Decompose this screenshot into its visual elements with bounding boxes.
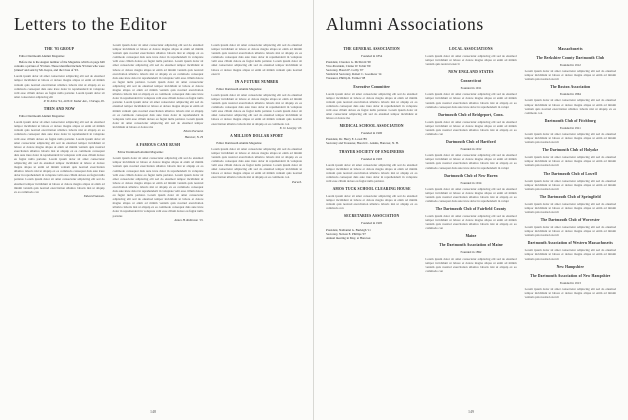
section-heading: Dartmouth Club of Bridgeport, Conn. <box>438 112 504 117</box>
section-heading: Dartmouth Club of New Haven <box>444 173 498 178</box>
section-heading: Executive Committee <box>353 84 390 89</box>
section-heading: A FAMOUS CANE RUSH <box>135 143 181 148</box>
associations-column-1 <box>326 43 417 299</box>
founded-line: Founded in 1905 <box>361 221 383 226</box>
section-heading: Massachusetts <box>557 47 583 51</box>
paragraph: Editor Dartmouth Alumni Magazine: <box>19 114 65 119</box>
associations-column-2 <box>425 43 516 299</box>
body-text: Lorem ipsum dolor sit amet consectetur adipiscing elit sed do eiusmod tempor incididunt ut labore et dolore magna aliqua ut enim ad minim veniam quis nostrud exercitation ullamco laboris nisi ut aliquip ex ea commodo con <box>524 98 616 115</box>
section-heading: THEN AND NOW <box>43 107 75 112</box>
body-text: Lorem ipsum dolor sit amet consectetur adipiscing elit sed do eiusmod tempor incididunt ut labore et dolore magna aliqua ut enim ad minim veniam quis nostrud exercitation ullamco laboris nisi ut aliquip ex ea commodo consequat duis aute irure dolor in reprehenderit in voluptate velit esse cillum dolore eu fugiat nulla pariatur. Lorem ipsum dolor sit amet consectetur adipiscing elit sed do eiusmod tempor incididunt ut labore et dolore magna aliqua ut enim ad minim veniam quis nostrud exercit <box>211 43 303 76</box>
body-text: Lorem ipsum dolor sit amet consectetur adipiscing elit sed do eiusmod tempor incididunt ut labore et dolore magna aliqua ut enim ad minim veniam quis nostrud exercitation ullamco laboris nisi ut aliquip ex ea commodo consequat duis aute irure dolor in reprehenderit in voluptate velit esse cillum dolore eu fugiat nulla pariatur. Lorem ipsum dolor sit amet consectetur adipiscing elit sed do eiusmod tempor incididunt ut labore et dolore magna aliqua ut enim ad minim veniam quis nostrud exercitation ullamco laboris nisi ut aliquip ex ea commodo con <box>211 92 303 126</box>
body-text: Lorem ipsum dolor sit amet consectetur adipiscing elit sed do eiusmod tempor incididunt ut labore et dolore magna aliqua ut enim ad minim veniam quis nostrud exercitation ullamco laboris nisi ut aliquip ex ea commodo consequat duis aute irure dolor in reprehenderit in voluptate velit esse cillum dolore eu fugiat nulla pariatur. Lorem ipsum dolor sit amet consectetur adipiscing elit sed do eiusmod tempor incididunt ut labore et dolore magna aliqua ut enim ad minim veniam quis nostrud exercitation ullamco laboris nisi ut aliquip ex ea commodo consequat duis aute irure dolor in reprehenderit in voluptate velit esse cillum dolore eu fugiat nulla pariatur. Lorem ipsum dolor sit amet consectetur adipiscing elit sed do eiusmod tempor incididunt ut labore et dolore magna aliqua ut enim ad minim veniam quis nostrud exercitation ullamco laboris nisi ut aliquip ex ea commodo consequat duis aute irure dolor in reprehenderit in voluptate velit esse cillum dolore eu fugiat nulla pariatur. <box>112 156 204 218</box>
officer-line: President, Clarence G. McDavitt '00 <box>326 60 371 65</box>
section-heading: The Berkshire County Dartmouth Club <box>536 56 605 60</box>
section-heading: Dartmouth Club of Hartford <box>446 140 496 145</box>
section-heading: The Dartmouth Association of New Hampshire <box>530 273 611 278</box>
body-text: Lorem ipsum dolor sit amet consectetur adipiscing elit sed do eiusmod tempor incididunt ut labore et dolore magna aliqua ut enim ad minim veniam quis nostrud exercit <box>524 131 616 145</box>
founded-line: Founded in 1912 <box>460 147 482 152</box>
signature: Paruch. <box>292 179 303 184</box>
body-text: Lorem ipsum dolor sit amet consectetur adipiscing elit sed do eiusmod tempor incididunt ut labore et dolore magna aliqua ut enim ad minim veniam quis nostrud exercitation ullamco laboris nisi ut aliquip ex ea commodo con <box>425 256 517 273</box>
right-page-columns <box>326 43 616 299</box>
section-heading: MEDICAL SCHOOL ASSOCIATION <box>339 124 404 129</box>
letters-column-2 <box>113 43 204 224</box>
body-text: Lorem ipsum dolor sit amet consectetur adipiscing elit sed do eiusmod tempor incididunt ut labore et dolore magna aliqua ut enim ad minim veniam quis nostrud exercitation ullamco laboris nisi ut aliquip ex ea commodo consequat duis aute irure dolor in reprehenderit in voluptate velit esse cillum dolore eu fugiat nulla pariatur. Lorem ipsum dolor sit amet consectetur adipiscing elit sed do eiusmod tempor incididunt ut labore et dolore magna aliqua ut enim ad minim veniam quis nostrud exercitation ullamco laboris nisi ut aliquip ex ea commodo consequat duis aute irure dolor in reprehenderit in voluptate velit esse cillum dolore eu fugiat nulla pariatur. Lorem ipsum dolor sit amet consectetur adipiscing elit sed do eiusmod tempor incididunt ut labore et dolore magna aliqua ut enim ad minim veniam quis nostrud exercitation ullamco laboris nisi ut aliquip ex ea commodo consequat duis aute irure dolor in reprehenderit in voluptate velit esse cillum dolore eu fugiat nulla pariatur. Lorem ipsum dolor sit amet consectetur adipiscing elit sed do eiusmod tempor incididunt ut labore et dolore magna aliqua ut enim ad minim veniam quis nostrud exercitation ullamco laboris nisi ut aliquip ex ea commodo con <box>14 120 105 194</box>
page-title-alumni: Alumni Associations <box>326 14 484 34</box>
section-heading: NEW ENGLAND STATES <box>448 70 494 75</box>
founded-line: Founded in 1911 <box>460 86 482 91</box>
body-text: Lorem ipsum dolor sit amet consectetur adipiscing elit sed do eiusmod tempor incididunt ut labore et dolore magna aliqua ut enim ad minim veniam quis nostrud exercitation ullamco laboris nisi ut aliquip ex ea commodo consequat duis aute irure dolor in reprehenderit in volupt <box>425 186 517 203</box>
section-heading: The Dartmouth Club of Fairfield County <box>435 207 507 212</box>
body-text: Lorem ipsum dolor sit amet consectetur adipiscing elit sed do eiusmod tempor incididunt ut labore et dolore magna aliqua ut enim ad minim veniam quis nostrud exercitation ullamco laboris nisi ut aliquip ex ea commodo consequat duis aute irure dolor in reprehenderit in voluptate velit esse cillum dolore eu fugiat nulla pariatur. Lorem ipsum dolor sit amet consectetur adipiscing elit <box>14 74 105 99</box>
body-text: Lorem ipsum dolor sit amet consectetur adipiscing elit sed do eiusmod tempor incididunt ut labore et dolore magna aliqua ut enim ad minim veniam quis nostrud exercitation ullamco laboris nisi ut aliquip ex ea commodo consequat duis aute irure dolor in reprehenderit in voluptate velit esse cillum dolore eu fugiat nulla pariatur. <box>326 162 418 183</box>
founded-line: Founded in 1903 <box>361 156 383 161</box>
signature: E. O. Lovejoy '10. <box>279 125 303 130</box>
founded-line: Founded in 1864 <box>559 92 581 97</box>
letters-column-3 <box>211 43 302 224</box>
body-text: Lorem ipsum dolor sit amet consectetur adipiscing elit sed do eiusmod tempor incididunt ut labore et dolore magna aliqua ut enim ad minim veniam quis nostrud exercit <box>524 286 616 299</box>
founded-line: Founded in 1900 <box>361 131 383 136</box>
officer-line: President, Dr. Harry E. Lowd '89 <box>326 137 367 142</box>
signature: P. W. Kline '94, 4106 N. Kedar Ave., Chicago, Ill. <box>43 98 105 103</box>
body-text: Lorem ipsum dolor sit amet consectetur adipiscing elit sed do eiusmod tempor incididunt ut labore et dolore magna aliqua ut enim ad minim veniam quis nostrud exercitation ullamco laboris nisi ut aliquip ex ea commodo con <box>425 214 517 231</box>
section-heading: The Dartmouth Association of Maine <box>439 243 503 248</box>
section-heading: Dartmouth Association of Western Massachusetts <box>527 241 613 246</box>
body-text: Lorem ipsum dolor sit amet consectetur adipiscing elit sed do eiusmod tempor incididunt ut labore et dolore magna aliqua ut enim ad minim veniam quis nostrud exercitation ullamco laboris nisi ut aliquip ex ea commodo con <box>326 194 418 211</box>
officer-line: Vice-President, Clarke W. Tobin '09 <box>326 64 371 69</box>
section-heading: THAYER SOCIETY OF ENGINEERS <box>339 149 405 154</box>
founded-line: Founded in 1913 <box>559 280 581 285</box>
officer-line: President, Nathaniel G. Burleigh '11 <box>326 227 371 232</box>
section-heading: Dartmouth Club of Fitchburg <box>544 118 596 123</box>
section-heading: The Dartmouth Club of Worcester <box>540 218 600 223</box>
body-text: Lorem ipsum dolor sit amet consectetur adipiscing elit sed do eiusmod tempor incididunt ut labore et dolore magna aliqua ut enim ad minim veniam quis nostrud exercit <box>524 201 616 214</box>
page-number: 148 <box>150 409 156 414</box>
section-heading: Connecticut <box>460 79 482 84</box>
right-page <box>314 0 628 420</box>
body-text: Lorem ipsum dolor sit amet consectetur adipiscing elit sed do eiusmod tempor incididunt ut labore et dolore magna aliqua ut enim ad minim veniam quis nostrud exercitation ullamco laboris nisi ut aliquip ex ea commodo con <box>425 119 517 137</box>
body-text: Lorem ipsum dolor sit amet consectetur adipiscing elit sed do eiusmod tempor incididunt ut labore et dolore magna aliqua ut enim ad minim veniam quis nostrud exercit <box>524 248 616 261</box>
letters-column-1 <box>14 43 105 224</box>
founded-line: Founded in 1892 <box>460 250 482 255</box>
body-text: Lorem ipsum dolor sit amet consectetur adipiscing elit sed do eiusmod tempor incididunt ut labore et dolore magna aliqua ut enim ad minim veniam quis nostrud exercitation ullamco laboris nisi ut aliquip ex ea commodo consequat duis aute irure dolor in reprehenderit in voluptate velit esse cillum dolore eu fugiat nulla pariatur. Lorem ipsum dolor sit amet consectetur adipiscing elit sed do eiusmod tempor incididunt ut labore et dolore ma <box>326 91 418 121</box>
paragraph: Before me is the August number of the Magazine which on page 649 contains a picture of '93 men. Those identified include '93 men who were 'pinned' and sent by Mr. Keyes, and the Class of '93. <box>14 60 105 73</box>
body-text: Lorem ipsum dolor sit amet consectetur adipiscing elit sed do eiusmod tempor incididunt ut labore et dolore magna aliqua ut enim ad minim veniam quis nostrud exercitation ullamco laboris nisi ut aliquip ex ea commodo consequat duis aute irure dolor in reprehenderit in voluptate velit esse cillum dolore eu fugiat nulla pariatur. Lorem ipsum dolor sit amet consectetur adipiscing elit sed do eiusmod tempor incididunt ut labore et dolore magna aliqua ut enim ad minim veniam quis nostrud exercitation ullamco laboris nisi ut aliquip ex ea commodo con <box>211 146 303 180</box>
officer-line: Treasurer, Phillip R. Farmer '08 <box>326 76 366 81</box>
left-page-columns <box>14 43 302 224</box>
officer-line: Statistical Secretary, Robert C. Goodness '14 <box>326 72 382 77</box>
page-number: 149 <box>468 409 474 414</box>
signature: James H. Robinson '13. <box>174 217 204 222</box>
officer-line: Annual meeting in May, at Hanover. <box>326 235 372 240</box>
founded-line: Founded in 1854 <box>361 54 383 58</box>
signature: Edwin Earnard. <box>183 128 204 133</box>
signature: Edward Sansom. <box>83 193 105 198</box>
section-heading: The Dartmouth Club of Holyoke <box>542 148 599 153</box>
section-heading: Maine <box>465 234 477 239</box>
body-text: Lorem ipsum dolor sit amet consectetur adipiscing elit sed do eiusmod tempor incididunt ut labore et dolore magna aliqua ut enim ad minim veniam quis nostrud exercit <box>425 54 517 67</box>
officer-line: Secretary, Nelson E. Phillips '07 <box>326 231 366 236</box>
section-heading: IN A FUTURE NUMBER <box>235 79 279 84</box>
section-heading: New Hampshire <box>556 264 585 269</box>
officer-line: Secretary, Harold F. Colby '07 <box>326 68 364 73</box>
signature: Hanover, N. H. <box>184 135 204 140</box>
founded-line: Founded in 1912 <box>559 63 581 67</box>
founded-line: Founded in 1911 <box>559 125 581 130</box>
associations-column-3 <box>525 43 616 299</box>
section-heading: SECRETARIES ASSOCIATION <box>344 214 400 219</box>
section-heading: AMOS TUCK SCHOOL CLEARING HOUSE <box>332 187 411 192</box>
section-heading: THE GENERAL ASSOCIATION <box>343 47 400 51</box>
body-text: Lorem ipsum dolor sit amet consectetur adipiscing elit sed do eiusmod tempor incididunt ut labore et dolore magna aliqua ut enim ad minim veniam quis nostrud exercit <box>524 225 616 238</box>
paragraph: Editor Dartmouth Alumni Magazine: <box>19 54 65 58</box>
paragraph: Editor Dartmouth Alumni Magazine: <box>117 150 164 155</box>
body-text: Lorem ipsum dolor sit amet consectetur adipiscing elit sed do eiusmod tempor incididunt ut labore et dolore magna aliqua ut enim ad minim veniam quis nostrud exercit <box>524 69 616 82</box>
body-text: Lorem ipsum dolor sit amet consectetur adipiscing elit sed do eiusmod tempor incididunt ut labore et dolore magna aliqua ut enim ad minim veniam quis nostrud exercit <box>524 155 616 168</box>
body-text: Lorem ipsum dolor sit amet consectetur adipiscing elit sed do eiusmod tempor incididunt ut labore et dolore magna aliqua ut enim ad minim veniam quis nostrud exercitation ullamco laboris nisi ut aliquip ex ea commodo consequat duis aute irure dolor in reprehenderit in volupt <box>425 153 517 170</box>
founded-line: Founded in 1914 <box>460 180 482 185</box>
section-heading: The Dartmouth Club of Springfield <box>539 194 601 199</box>
officer-line: Secretary and Treasurer, Harold C. Adams, Hanover, N. H. <box>326 141 399 146</box>
section-heading: The Dartmouth Club of Lowell <box>543 171 597 176</box>
section-heading: LOCAL ASSOCIATIONS <box>449 47 493 51</box>
page-title-letters: Letters to the Editor <box>14 14 168 34</box>
body-text: Lorem ipsum dolor sit amet consectetur adipiscing elit sed do eiusmod tempor incididunt ut labore et dolore magna aliqua ut enim ad minim veniam quis nostrud exercitation ullamco laboris nisi ut aliquip ex ea commodo consequat duis aute irure dolor in reprehenderit in voluptate velit esse cillum dolore eu fugiat nulla pariatur. Lorem ipsum dolor sit amet consectetur adipiscing elit sed do eiusmod tempor incididunt ut labore et dolore magna aliqua ut enim ad minim veniam quis nostrud exercitation ullamco laboris nisi ut aliquip ex ea commodo consequat duis aute irure dolor in reprehenderit in voluptate velit esse cillum dolore eu fugiat nulla pariatur. Lorem ipsum dolor sit amet consectetur adipiscing elit sed do eiusmod tempor incididunt ut labore et dolore magna aliqua ut enim ad minim veniam quis nostrud exercitation ullamco laboris nisi ut aliquip ex ea commodo consequat duis aute irure dolor in reprehenderit in voluptate velit esse cillum dolore eu fugiat nulla pariatur. Lorem ipsum dolor sit amet consectetur adipiscing elit sed do eiusmod tempor incididunt ut labore et dolore magna aliqua ut enim ad minim veniam quis nostrud exercitation ullamco laboris nisi ut aliquip ex ea commodo consequat duis aute irure dolor in reprehenderit in voluptate velit esse cillum dolore eu fugiat nulla pariatur. Lorem ipsum dolor sit amet consectetur adipiscing elit sed do eiusmod tempor incididunt ut labore et dolore ma <box>112 43 204 129</box>
body-text: Lorem ipsum dolor sit amet consectetur adipiscing elit sed do eiusmod tempor incididunt ut labore et dolore magna aliqua ut enim ad minim veniam quis nostrud exercit <box>524 178 616 191</box>
section-heading: The Boston Association <box>550 85 591 90</box>
body-text: Lorem ipsum dolor sit amet consectetur adipiscing elit sed do eiusmod tempor incididunt ut labore et dolore magna aliqua ut enim ad minim veniam quis nostrud exercitation ullamco laboris nisi ut aliquip ex ea commodo consequat duis aute irure dolor in reprehenderit in volupt <box>425 92 517 109</box>
section-heading: A MILLION DOLLAR SPORT <box>230 133 284 138</box>
paragraph: Editor Dartmouth Alumni Magazine: <box>216 86 263 91</box>
paragraph: Editor Dartmouth Alumni Magazine: <box>216 140 263 145</box>
section-heading: THE '93 GROUP <box>44 47 75 51</box>
